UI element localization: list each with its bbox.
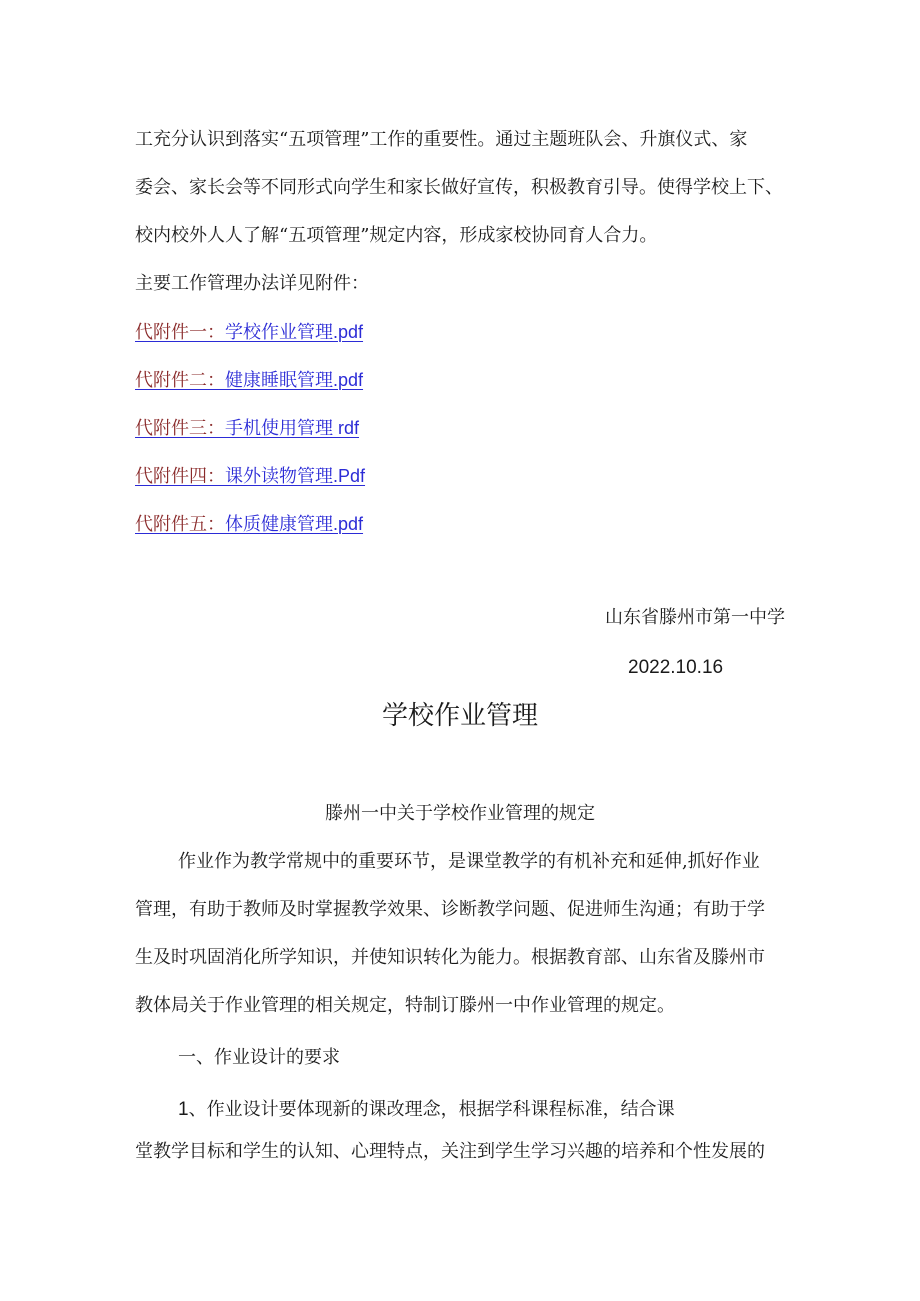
attachment-link-5[interactable] (135, 512, 363, 537)
attachment-ext: .pdf (333, 370, 364, 390)
attachment-ext: rdf (333, 418, 360, 438)
item-1-text: 、作业设计要体现新的课改理念，根据学科课程标准，结合课 (188, 1099, 675, 1120)
body-line-1: 作业作为教学常规中的重要环节，是课堂教学的有机补充和延伸,抓好作业 (178, 851, 760, 872)
attachment-prefix: 代附件一： (135, 322, 225, 343)
attachment-name: 健康睡眠管理 (225, 370, 333, 391)
attachment-ext: .Pdf (333, 466, 366, 486)
attachment-name: 学校作业管理 (225, 322, 333, 343)
body-line-3: 生及时巩固消化所学知识，并使知识转化为能力。根据教育部、山东省及滕州市 (135, 947, 765, 968)
item-1-number: 1 (178, 1099, 189, 1120)
attachment-ext: .pdf (333, 514, 364, 534)
document-title: 学校作业管理 (381, 701, 538, 731)
attachment-ext: .pdf (333, 322, 364, 342)
signature-org: 山东省滕州市第一中学 (605, 607, 785, 628)
body-line-2: 管理，有助于教师及时掌握教学效果、诊断教学问题、促进师生沟通；有助于学 (135, 899, 765, 920)
item-1-line-2: 堂教学目标和学生的认知、心理特点，关注到学生学习兴趣的培养和个性发展的 (135, 1141, 765, 1162)
item-1-line-1 (178, 1098, 675, 1122)
document-subtitle: 滕州一中关于学校作业管理的规定 (325, 803, 595, 824)
section-1-heading: 一、作业设计的要求 (178, 1047, 340, 1068)
attachment-name: 体质健康管理 (225, 514, 333, 535)
attachment-link-1[interactable] (135, 320, 363, 345)
attachment-link-3[interactable] (135, 416, 359, 441)
attachment-prefix: 代附件四： (135, 466, 225, 487)
attachments-heading: 主要工作管理办法详见附件： (135, 273, 369, 294)
intro-line-2: 委会、家长会等不同形式向学生和家长做好宣传，积极教育引导。使得学校上下、 (135, 177, 783, 198)
attachment-link-4[interactable] (135, 464, 365, 489)
attachment-name: 课外读物管理 (225, 466, 333, 487)
intro-line-1: 工充分认识到落实“五项管理”工作的重要性。通过主题班队会、升旗仪式、家 (135, 129, 748, 150)
attachment-name: 手机使用管理 (225, 418, 333, 439)
attachment-prefix: 代附件三： (135, 418, 225, 439)
attachment-link-2[interactable] (135, 368, 363, 393)
intro-line-3: 校内校外人人了解“五项管理”规定内容，形成家校协同育人合力。 (135, 225, 658, 246)
attachment-prefix: 代附件五： (135, 514, 225, 535)
attachment-prefix: 代附件二： (135, 370, 225, 391)
body-line-4: 教体局关于作业管理的相关规定，特制订滕州一中作业管理的规定。 (135, 995, 675, 1016)
signature-date: 2022.10.16 (628, 657, 724, 678)
